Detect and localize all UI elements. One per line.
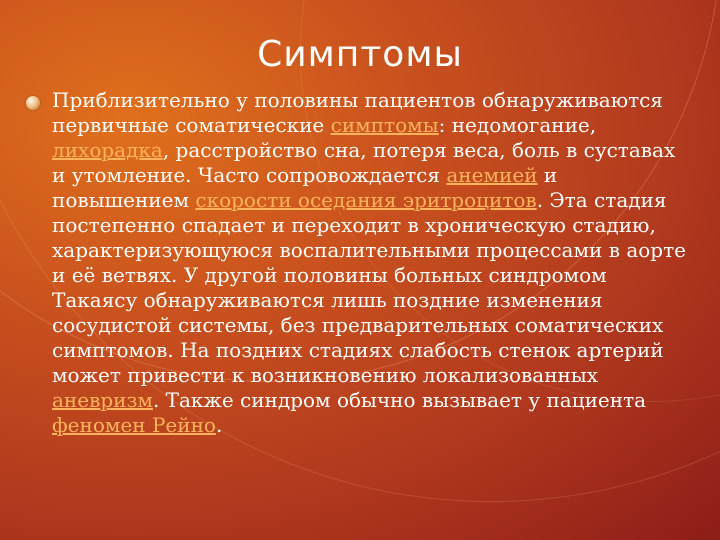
link-fever[interactable]: лихорадка [52,138,163,162]
link-raynaud[interactable]: феномен Рейно [52,413,216,437]
link-symptoms[interactable]: симптомы [330,113,439,137]
slide-body-text [52,88,692,438]
text-segment: , расстройство сна, потеря веса, боль в суставах и утомление. Часто сопровождается [52,138,676,187]
link-esr[interactable]: скорости оседания эритроцитов [195,188,537,212]
text-segment: . Эта стадия постепенно спадает и переходит в хроническую стадию, характеризующуюся воспалительными процессами в аорте и её ветвях. У другой половины больных синдромом Такаясу обнаруживаются лишь поздние изменения сосудистой системы, без предварительных соматических симптомов. На поздних стадиях слабость стенок артерий может привести к возникновению локализованных [52,188,687,387]
slide-title: Симптомы [257,34,463,75]
link-anemia[interactable]: анемией [446,163,538,187]
link-aneurysm[interactable]: аневризм [52,388,153,412]
text-segment: . Также синдром обычно вызывает у пациента [152,388,647,412]
text-segment: Приблизительно у половины пациентов обнаруживаются первичные соматические [52,88,663,137]
text-segment: и повышением [52,163,558,212]
text-segment: : недомогание, [438,113,597,137]
sphere-bullet-icon [26,96,40,110]
text-segment: . [215,413,223,437]
